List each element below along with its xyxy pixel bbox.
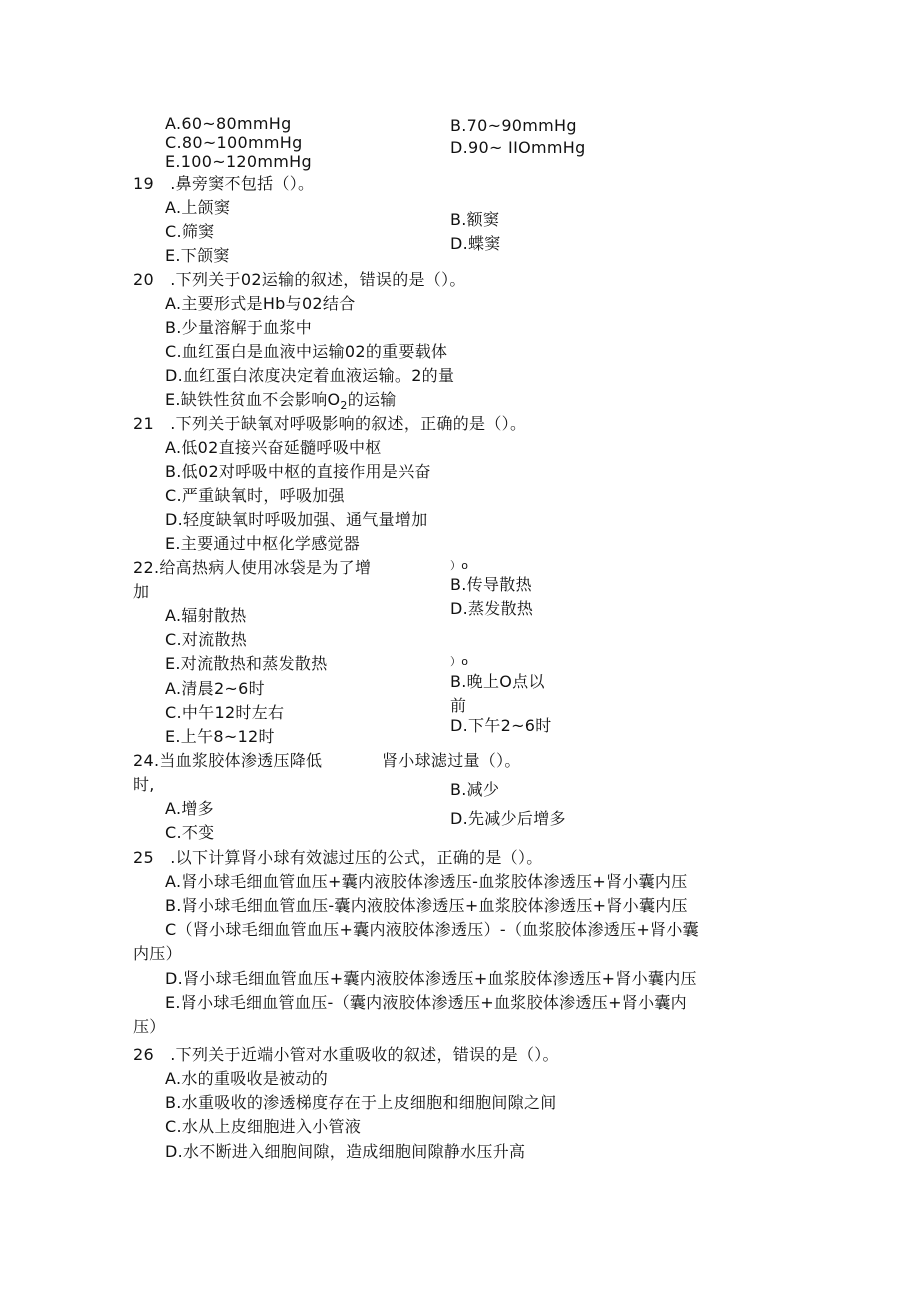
q23-option-d-clipped (450, 716, 552, 735)
q20-option-e-text: E.缺铁性贫血不会影响O (165, 390, 341, 409)
q25-stem: 25 .以下计算肾小球有效滤过压的公式，正确的是（）。 (133, 848, 543, 867)
q23-option-a: A.清晨2~6时 (165, 679, 265, 698)
q21-option-d: D.轻度缺氧时呼吸加强、通气量增加 (165, 510, 428, 529)
q22-option-d: D.蒸发散热 (450, 599, 534, 618)
q18-option-d: D.90~ IIOmmHg (450, 138, 586, 157)
q23-mark: ）o (450, 655, 469, 668)
q21-stem: 21 .下列关于缺氧对呼吸影响的叙述，正确的是（）。 (133, 414, 527, 433)
q20-option-a: A.主要形式是Hb与02结合 (165, 294, 356, 313)
q18-option-e: E.100~120mmHg (165, 152, 312, 171)
q25-option-e-line2: 压） (133, 1017, 166, 1036)
q20-option-e-tail: 的运输 (347, 390, 397, 409)
q19-option-b: B.额窦 (450, 210, 500, 229)
q23-option-b-line1: B.晚上O点以 (450, 672, 545, 691)
q24-option-c: C.不变 (165, 823, 215, 842)
q19-option-c: C.筛窦 (165, 222, 215, 241)
q21-option-c: C.严重缺氧时，呼吸加强 (165, 486, 345, 505)
q24-option-d-clipped (450, 809, 566, 828)
q21-option-e: E.主要通过中枢化学感觉器 (165, 534, 361, 553)
q24-option-d-text: D.先减少后增多 (450, 809, 566, 828)
q21-option-a: A.低02直接兴奋延髓呼吸中枢 (165, 438, 382, 457)
q26-option-c: C.水从上皮细胞进入小管液 (165, 1117, 362, 1136)
q19-option-a: A.上颌窦 (165, 198, 231, 217)
q19-option-e: E.下颌窦 (165, 246, 230, 265)
q22-option-b: B.传导散热 (450, 575, 532, 594)
q25-option-b: B.肾小球毛细血管血压-囊内液胶体渗透压+血浆胶体渗透压+肾小囊内压 (165, 896, 688, 915)
q18-option-b: B.70~90mmHg (450, 116, 577, 135)
q23-option-d-text: D.下午2~6时 (450, 716, 552, 735)
q20-option-c: C.血红蛋白是血液中运输02的重要载体 (165, 342, 448, 361)
q22-stem-line2: 加 (133, 582, 150, 601)
q26-stem: 26 .下列关于近端小管对水重吸收的叙述，错误的是（）。 (133, 1045, 559, 1064)
q19-stem: 19 .鼻旁窦不包括（）。 (133, 174, 315, 193)
q24-stem-tail: 肾小球滤过量（）。 (382, 751, 521, 770)
q22-option-a: A.辐射散热 (165, 606, 247, 625)
q22-option-e: E.对流散热和蒸发散热 (165, 654, 328, 673)
q19-option-d: D.蝶窦 (450, 234, 501, 253)
q23-option-b-line2: 前 (450, 696, 467, 715)
q20-option-d: D.血红蛋白浓度决定着血液运输。2的量 (165, 366, 455, 385)
q25-option-a: A.肾小球毛细血管血压+囊内液胶体渗透压-血浆胶体渗透压+肾小囊内压 (165, 872, 688, 891)
q26-option-a: A.水的重吸收是被动的 (165, 1069, 329, 1088)
q22-stem-line1: 22.给高热病人使用冰袋是为了增 (133, 558, 372, 577)
q24-stem-line2: 时, (133, 775, 155, 794)
q18-option-a: A.60~80mmHg (165, 114, 292, 133)
q24-option-b: B.减少 (450, 780, 500, 799)
q25-option-e-line1: E.肾小球毛细血管血压-（囊内液胶体渗透压+血浆胶体渗透压+肾小囊内 (165, 993, 687, 1012)
q26-option-b: B.水重吸收的渗透梯度存在于上皮细胞和细胞间隙之间 (165, 1093, 557, 1112)
q20-option-b: B.少量溶解于血浆中 (165, 318, 313, 337)
q20-stem: 20 .下列关于02运输的叙述，错误的是（）。 (133, 270, 466, 289)
q20-option-e-subscript: 2 (340, 399, 348, 413)
q24-stem-line1: 24.当血浆胶体渗透压降低 (133, 751, 323, 770)
q22-mark: ）o (450, 559, 469, 572)
q18-option-c: C.80~100mmHg (165, 133, 303, 152)
q25-option-d: D.肾小球毛细血管血压+囊内液胶体渗透压+血浆胶体渗透压+肾小囊内压 (165, 969, 697, 988)
q22-option-c: C.对流散热 (165, 630, 248, 649)
q25-option-c-line2: 内压） (133, 944, 182, 963)
q20-option-e (165, 390, 397, 413)
q25-option-c-line1: C（肾小球毛细血管血压+囊内液胶体渗透压）-（血浆胶体渗透压+肾小囊 (165, 920, 699, 939)
q23-option-c: C.中午12时左右 (165, 703, 285, 722)
q23-option-e: E.上午8~12时 (165, 727, 275, 746)
q21-option-b: B.低02对呼吸中枢的直接作用是兴奋 (165, 462, 431, 481)
q26-option-d: D.水不断进入细胞间隙，造成细胞间隙静水压升高 (165, 1142, 526, 1161)
q24-option-a: A.增多 (165, 799, 214, 818)
